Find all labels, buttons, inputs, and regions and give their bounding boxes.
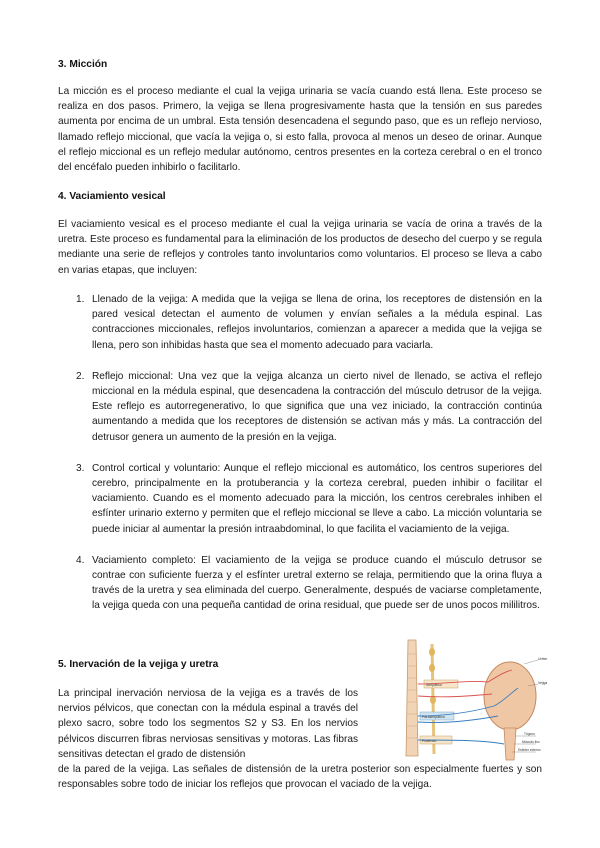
list-item-number: 4.: [76, 554, 85, 566]
section-5-paragraph-part2: de la pared de la vejiga. Las señales de distensión de la uretra posterior son especialmente fuertes y son responsables sobre todo de iniciar los reflejos que provocan el vaciado de la vejiga.: [58, 764, 542, 791]
list-item-text: Llenado de la vejiga: A medida que la vejiga se llena de orina, los receptores de distensión en la pared vesical detectan el aumento de volumen y envían señales a la médula espinal. Las contracciones miccionales, reflejos involuntarios, comienzan a aparecer a medida que la vejiga se llena, pero son inhibidas hasta que sea el momento adecuado para vaciarla.: [92, 294, 542, 351]
vaciamiento-steps-list: [58, 292, 542, 630]
section-5-heading: 5. Inervación de la vejiga y uretra: [58, 659, 219, 670]
list-item-text: Vaciamiento completo: El vaciamiento de la vejiga se produce cuando el músculo detrusor se contrae con suficiente fuerza y el esfínter uretral externo se relaja, permitiendo que la orina fluya a través de la uretra y sea eliminada del cuerpo. Generalmente, después de vaciarse completamente, la vejiga queda con una pequeña cantidad de orina residual, que puede ser de unos pocos mililitros.: [92, 554, 542, 612]
list-item-number: 1.: [76, 294, 85, 305]
bladder-innervation-figure: [386, 636, 546, 764]
bladder: [484, 662, 536, 730]
label-ureter: Uréter: [538, 657, 548, 661]
list-item: [58, 369, 542, 445]
label-esfinter-externo: Esfínter externo: [518, 748, 541, 752]
list-item: [58, 292, 542, 353]
section-3-heading: 3. Micción: [58, 59, 108, 70]
label-pudendo: Pudendo: [422, 739, 437, 743]
list-item-text: Control cortical y voluntario: Aunque el reflejo miccional es automático, los centros superiores del cerebro, principalmente en la protuberancia y la corteza cerebral, pueden inhibir o facilitar el vaciamiento. Cuando es el momento adecuado para la micción, los centros cerebrales inhiben el esfínter urinario externo y permiten que el reflejo miccional se lleve a cabo. La micción voluntaria se puede iniciar al aumentar la presión intraabdominal, lo que facilita el vaciamiento de la vejiga.: [92, 462, 542, 535]
section-4-heading: 4. Vaciamiento vesical: [58, 191, 166, 202]
label-trigono: Trígono: [524, 732, 535, 736]
section-4-intro: El vaciamiento vesical es el proceso mediante el cual la vejiga urinaria se vacía de orina a través de la uretra. Este proceso es fundamental para la eliminación de los productos de desecho del cuerpo y se regula mediante una serie de reflejos y controles tanto involuntarios como voluntarios. El proceso se lleva a cabo en varias etapas, que incluyen:: [58, 219, 542, 276]
label-musculo-liso: Músculo liso: [522, 740, 540, 744]
label-parasimpatico: Parasimpático: [422, 715, 445, 719]
list-item-text: Reflejo miccional: Una vez que la vejiga alcanza un cierto nivel de llenado, se activa el reflejo miccional en la médula espinal, que desencadena la contracción del músculo detrusor de la vejiga. Este reflejo es autorregenerativo, lo que significa que una vez iniciado, la contracción continúa aumentando a medida que los receptores de distensión se activan más y más. La contracción del detrusor genera un aumento de la presión en la vejiga.: [92, 370, 542, 443]
label-vejiga: Vejiga: [538, 681, 548, 685]
list-item-number: 3.: [76, 462, 85, 474]
list-item-number: 2.: [76, 370, 85, 382]
section-3-paragraph: La micción es el proceso mediante el cual la vejiga urinaria se vacía cuando está llena. Este proceso se realiza en dos pasos. Primero, la vejiga se llena progresivamente hasta que la tensión en sus paredes aumenta por encima de un umbral. Esta tensión desencadena el segundo paso, que es un reflejo nervioso, llamado reflejo miccional, que vacía la vejiga o, si esto falla, provoca al menos un deseo de orinar. Aunque el reflejo miccional es un reflejo medular autónomo, centros presentes en la corteza cerebral o en el tronco del encéfalo pueden inhibirlo o facilitarlo.: [58, 86, 542, 174]
list-item: [58, 461, 542, 537]
label-simpatico: Simpático: [426, 683, 442, 687]
list-item: [58, 553, 542, 614]
spinal-cord: [406, 640, 418, 756]
section-5-paragraph-part1: La principal inervación nerviosa de la vejiga es a través de los nervios pélvicos, que conectan con la médula espinal a través del plexo sacro, sobre todo los segmentos S2 y S3. En los nervios pélvicos discurren fibras nerviosas sensitivas y motoras. Las fibras sensitivas detectan el grado de distensión: [58, 688, 358, 760]
